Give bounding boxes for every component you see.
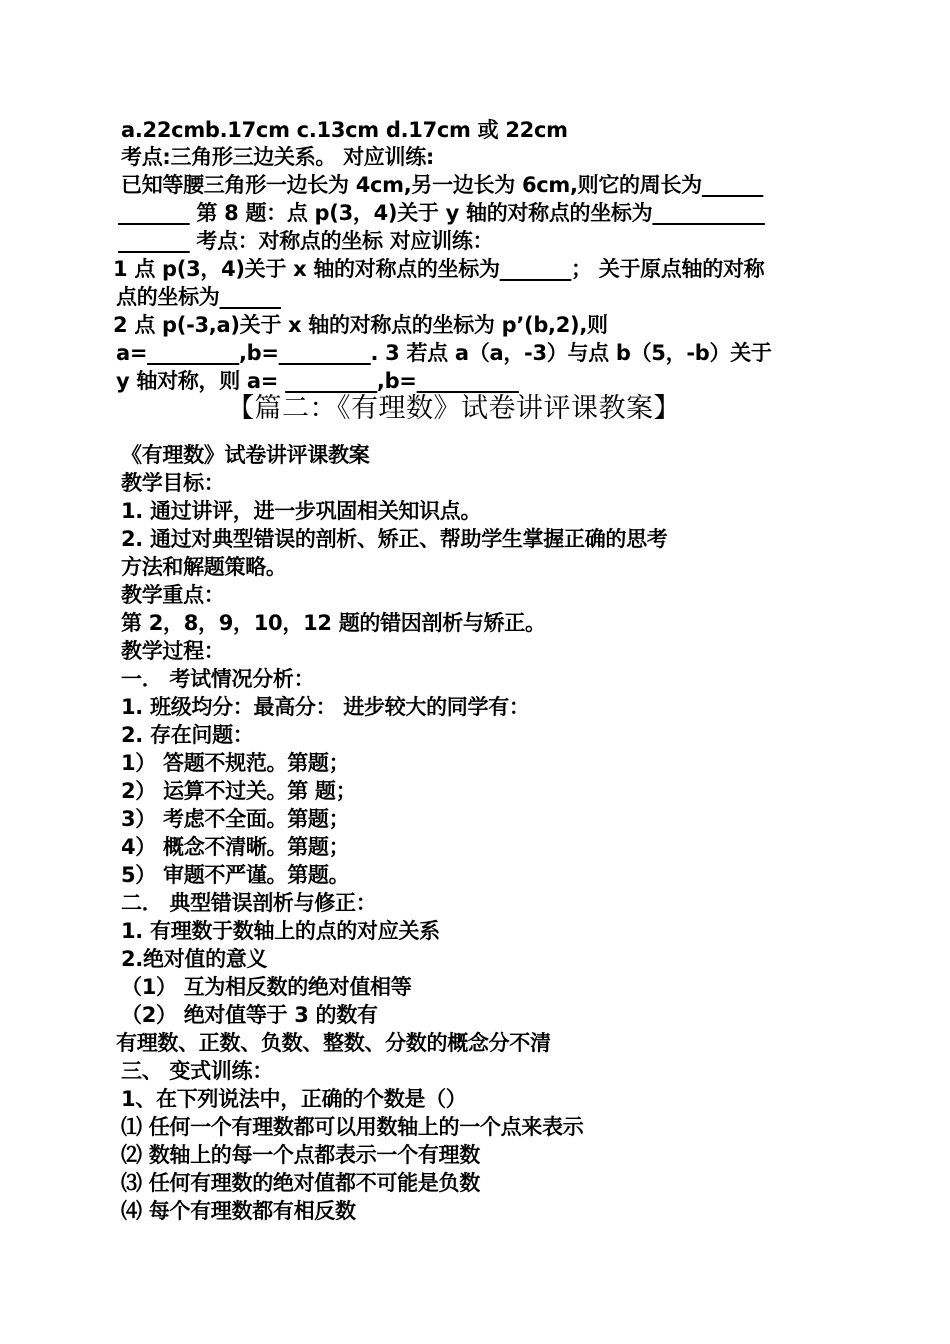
teaching-process-label: 教学过程： <box>121 639 225 663</box>
exam-point-triangle-line: 考点:三角形三边关系。 对应训练: <box>121 145 435 169</box>
section-heading: 【篇二：《有理数》试卷讲评课教案】 <box>227 393 681 424</box>
exercise-1-question: 1、在下列说法中，正确的个数是（） <box>121 1087 467 1111</box>
concepts-confusion-line: 有理数、正数、负数、整数、分数的概念分不清 <box>116 1031 551 1055</box>
part-3-heading: 三、 变式训练： <box>121 1059 273 1083</box>
focus-questions-line: 第 2，8，9，10，12 题的错因剖析与矫正。 <box>121 611 546 635</box>
goal-2-continued-line: 方法和解题策略。 <box>121 555 287 579</box>
goal-2-line: 2. 通过对典型错误的剖析、矫正、帮助学生掌握正确的思考 <box>121 527 668 551</box>
practice-1-line: 1 点 p(3，4)关于 x 轴的对称点的坐标为_______； 关于原点轴的对称 <box>113 257 765 281</box>
statement-4-line: ⑷ 每个有理数都有相反数 <box>121 1199 356 1223</box>
problem-4-line: 4） 概念不清晰。第题； <box>121 835 350 859</box>
statement-1-line: ⑴ 任何一个有理数都可以用数轴上的一个点来表示 <box>121 1115 584 1139</box>
problems-label: 2. 存在问题： <box>121 723 254 747</box>
problem-2-line: 2） 运算不过关。第 题； <box>121 779 357 803</box>
answer-options-line: a.22cmb.17cm c.13cm d.17cm 或 22cm <box>121 118 568 142</box>
error-2-sub-1-line: （1） 互为相反数的绝对值相等 <box>121 975 412 999</box>
practice-2-3-line: a=_________,b=_________. 3 若点 a（a，-3）与点 b（5，-b）关于 <box>116 341 772 365</box>
error-2-line: 2.绝对值的意义 <box>121 947 268 971</box>
problem-1-line: 1） 答题不规范。第题； <box>121 751 350 775</box>
part-2-heading: 二． 典型错误剖析与修正： <box>121 891 377 915</box>
exam-point-symmetry-line: _______ 考点：对称点的坐标 对应训练： <box>118 229 494 253</box>
class-scores-line: 1. 班级均分：最高分： 进步较大的同学有： <box>121 695 530 719</box>
practice-3-continued-line: y 轴对称，则 a= _________,b=__________ <box>116 369 519 393</box>
isosceles-question-line: 已知等腰三角形一边长为 4cm,另一边长为 6cm,则它的周长为______ <box>121 173 764 197</box>
goal-1-line: 1. 通过讲评，进一步巩固相关知识点。 <box>121 499 482 523</box>
teaching-focus-label: 教学重点： <box>121 583 225 607</box>
question-8-line: _______ 第 8 题：点 p(3，4)关于 y 轴的对称点的坐标为___________ <box>118 201 765 225</box>
practice-2-line: 2 点 p(-3,a)关于 x 轴的对称点的坐标为 p’(b,2),则 <box>113 313 608 337</box>
practice-1-continued-line: 点的坐标为______ <box>116 285 281 309</box>
statement-3-line: ⑶ 任何有理数的绝对值都不可能是负数 <box>121 1171 480 1195</box>
problem-3-line: 3） 考虑不全面。第题； <box>121 807 350 831</box>
error-2-sub-2-line: （2） 绝对值等于 3 的数有 <box>121 1003 378 1027</box>
lesson-title: 《有理数》试卷讲评课教案 <box>121 443 370 467</box>
part-1-heading: 一． 考试情况分析： <box>121 667 315 691</box>
teaching-goals-label: 教学目标： <box>121 471 225 495</box>
error-1-line: 1. 有理数于数轴上的点的对应关系 <box>121 919 440 943</box>
problem-5-line: 5） 审题不严谨。第题。 <box>121 863 350 887</box>
statement-2-line: ⑵ 数轴上的每一个点都表示一个有理数 <box>121 1143 480 1167</box>
